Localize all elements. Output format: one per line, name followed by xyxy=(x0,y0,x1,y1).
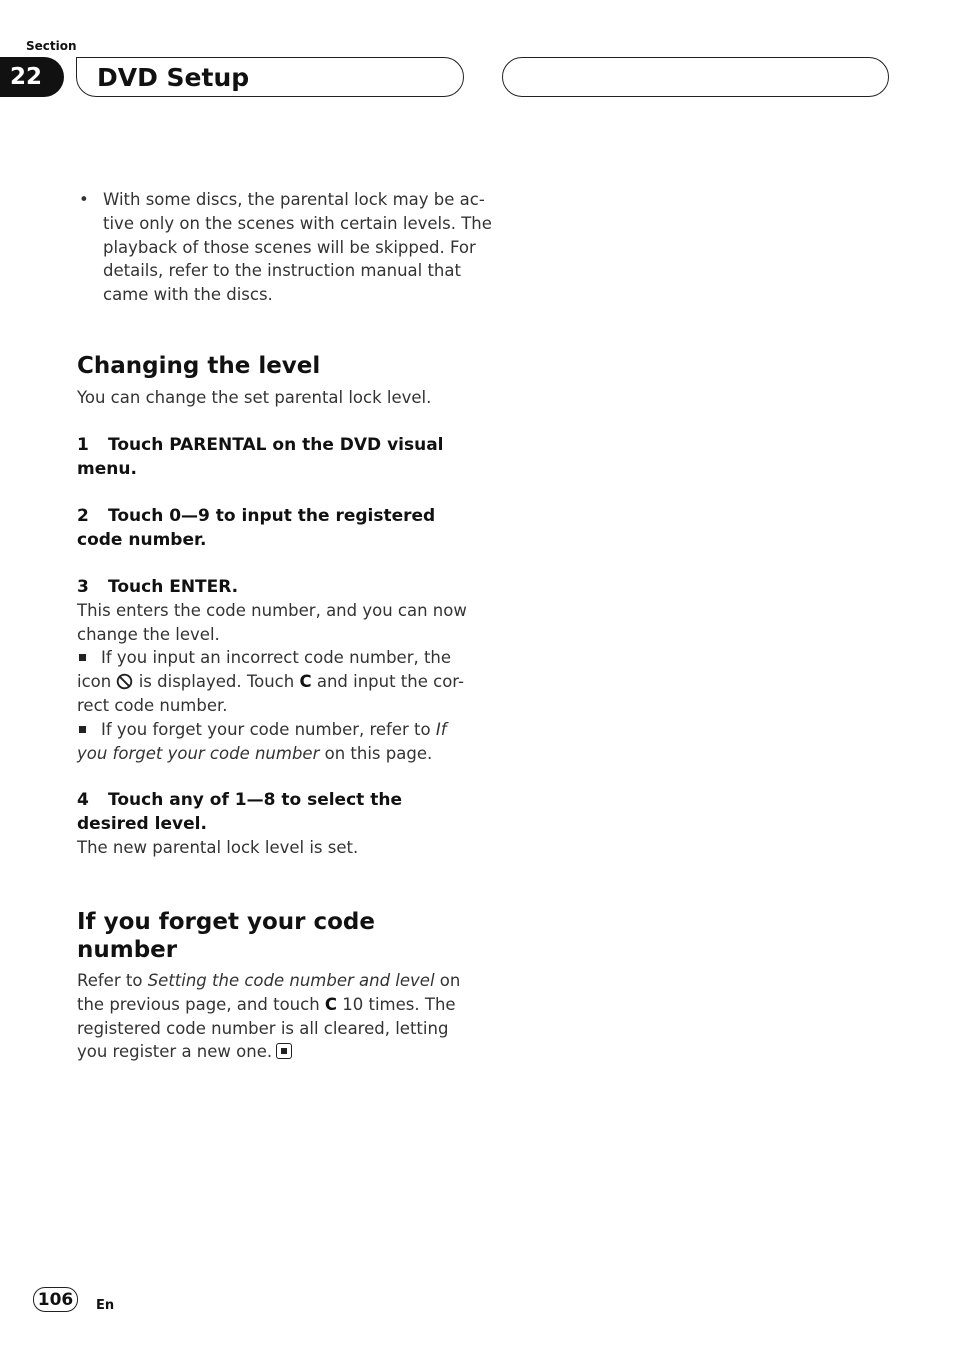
key-c: C xyxy=(299,672,312,692)
header-blank-pill xyxy=(502,57,889,97)
key-c: C xyxy=(324,994,338,1014)
cross-reference: If you forget your code number xyxy=(77,719,447,763)
step-3: 3 Touch ENTER. xyxy=(77,576,239,597)
forget-code-body: Refer to Setting the code number and level on the previous page, and touch C 10 times. The registered code number is all cleared, letting you register a new one. xyxy=(77,971,461,1062)
changing-level-heading: Changing the level xyxy=(77,353,321,379)
changing-level-section xyxy=(77,352,467,860)
step-3-note-1: If you input an incorrect code number, the icon is displayed. Touch C and input the cor-rect code number. xyxy=(77,648,464,715)
note-square-icon xyxy=(79,726,86,733)
section-label: Section xyxy=(26,39,77,53)
page-number: 106 xyxy=(33,1287,78,1312)
prohibited-icon xyxy=(116,673,133,690)
step-3-body: This enters the code number, and you can now change the level. xyxy=(77,600,467,644)
intro-bullet: • With some discs, the parental lock may be ac-tive only on the scenes with certain levels. The playback of those scenes will be skipped. For details, refer to the instruction manual that came with the discs. xyxy=(77,188,493,307)
step-3-note-2: If you forget your code number, refer to If you forget your code number on this page. xyxy=(77,719,447,763)
step-1: 1 Touch PARENTAL on the DVD visual menu. xyxy=(77,434,444,479)
language-label: En xyxy=(96,1298,115,1313)
page-title: DVD Setup xyxy=(76,57,464,97)
step-2: 2 Touch 0—9 to input the registered code number. xyxy=(77,505,436,550)
forget-code-heading: If you forget your code number xyxy=(77,909,375,963)
forget-code-section xyxy=(77,908,467,1064)
changing-level-intro: You can change the set parental lock level. xyxy=(77,388,432,407)
cross-reference: Setting the code number and level xyxy=(147,971,435,990)
note-square-icon xyxy=(79,654,86,661)
step-4-body: The new parental lock level is set. xyxy=(77,838,359,858)
end-mark-icon xyxy=(276,1043,292,1059)
section-number-badge: 22 xyxy=(0,57,64,97)
step-4: 4 Touch any of 1—8 to select the desired level. xyxy=(77,790,402,835)
